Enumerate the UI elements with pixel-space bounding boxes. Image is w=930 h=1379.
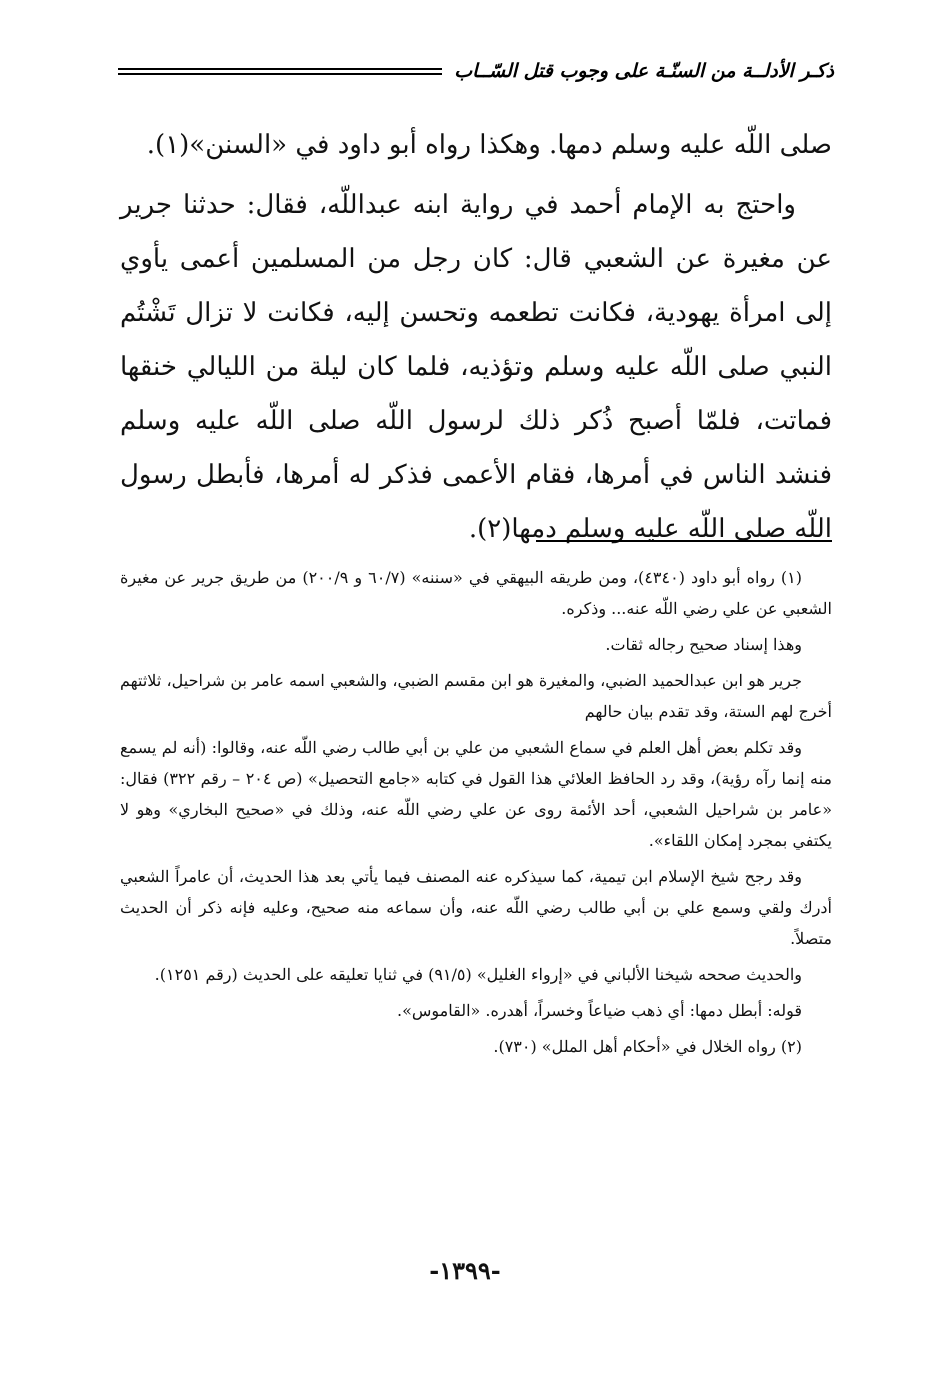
footnote-paragraph: وقد تكلم بعض أهل العلم في سماع الشعبي من علي بن أبي طالب رضي اللّه عنه، وقالوا: (أنه لم يسمع منه إنما رآه رؤية)، وقد رد الحافظ العلائي هذا القول في كتابه «جامع التحصيل» (ص ٢٠٤ – رقم ٣٢٢) فقال: «عامر بن شراحيل الشعبي، أحد الأئمة روى عن علي رضي اللّه عنه، وذلك في «صحيح البخاري» وهو لا يكتفي بمجرد إمكان اللقاء». [120, 738, 833, 850]
header-double-rule [118, 68, 442, 75]
footnote-2: (٢) رواه الخلال في «أحكام أهل الملل» (٧٣٠). [493, 1037, 802, 1056]
page-number: -١٣٩٩- [429, 1256, 501, 1285]
footnote-1: (١) رواه أبو داود (٤٣٤٠)، ومن طريقه البيهقي في «سننه» (٦٠/٧ و ٢٠٠/٩) من طريق جرير عن مغيرة الشعبي عن علي رضي اللّه عنه... وذكره. [120, 568, 832, 618]
footnotes [120, 562, 832, 1067]
footnote-paragraph: وهذا إسناد صحيح رجاله ثقات. [605, 635, 802, 654]
main-paragraph: واحتج به الإمام أحمد في رواية ابنه عبداللّه، فقال: حدثنا جرير عن مغيرة عن الشعبي قال: كان رجل من المسلمين أعمى يأوي إلى امرأة يهودية، فكانت تطعمه وتحسن إليه، فكانت لا تزال تَشْتُم النبي صلى اللّه عليه وسلم وتؤذيه، فلما كان ليلة من الليالي خنقها فماتت، فلمّا أصبح ذُكر ذلك لرسول اللّه صلى اللّه عليه وسلم فنشد الناس في أمرها، فقام الأعمى فذكر له أمرها، فأبطل رسول اللّه صلى اللّه عليه وسلم دمها(٢). [120, 190, 832, 544]
footnote-paragraph: والحديث صححه شيخنا الألباني في «إرواء الغليل» (٩١/٥) في ثنايا تعليقه على الحديث (رقم ١٢٥١). [154, 965, 802, 984]
header-title: ذكـر الأدلــة من السنّـة على وجوب قتل السّــاب [454, 60, 834, 82]
main-paragraph: صلى اللّه عليه وسلم دمها. وهكذا رواه أبو داود في «السنن»(١). [146, 130, 832, 160]
running-header [118, 50, 834, 92]
footnote-paragraph: قوله: أبطل دمها: أي ذهب ضياعاً وخسراً، أهدره. «القاموس». [397, 1001, 802, 1020]
footnote-paragraph: وقد رجح شيخ الإسلام ابن تيمية، كما سيذكره عنه المصنف فيما يأتي بعد هذا الحديث، أن عامراً الشعبي أدرك ولقي وسمع علي بن أبي طالب رضي اللّه عنه، وأن سماعه منه صحيح، وعليه فإنه ذكر أن الحديث متصلاً. [120, 867, 832, 948]
main-text [120, 118, 832, 562]
footnote-paragraph: جرير هو ابن عبدالحميد الضبي، والمغيرة هو ابن مقسم الضبي، والشعبي اسمه عامر بن شراحيل، ثلاثتهم أخرج لهم الستة، وقد تقدم بيان حالهم [120, 671, 832, 721]
footnote-separator [536, 540, 832, 542]
